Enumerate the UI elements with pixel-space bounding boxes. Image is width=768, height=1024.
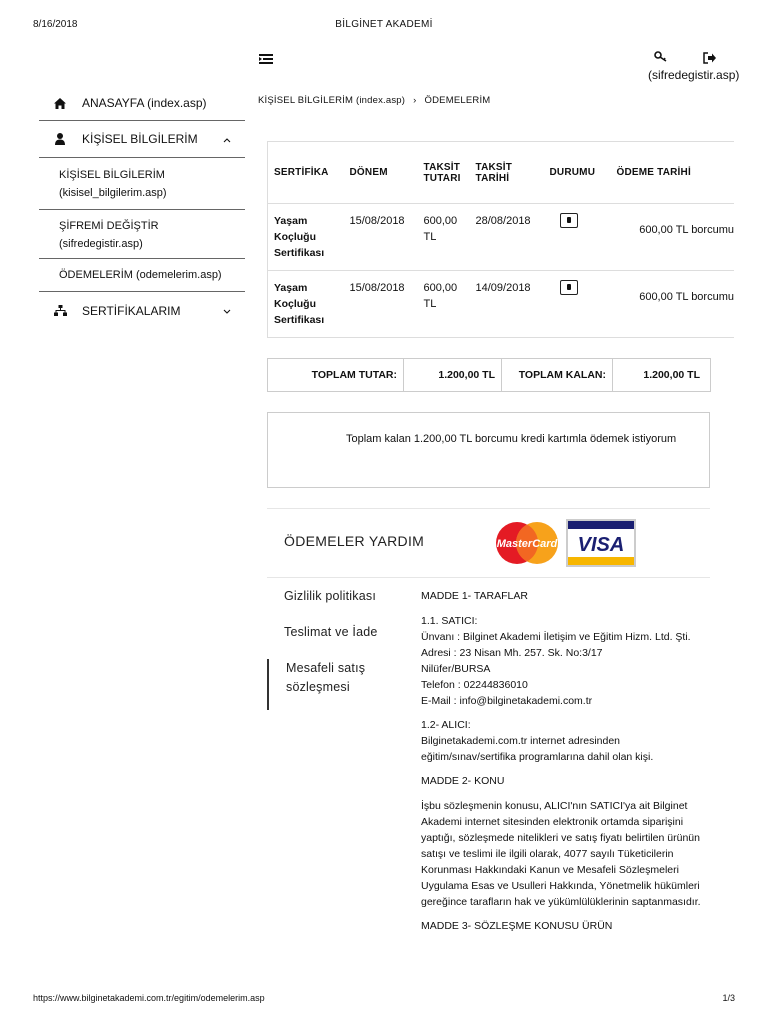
cert-line: Sertifikası <box>274 247 325 259</box>
tab-distance-contract[interactable] <box>267 659 387 710</box>
mastercard-logo <box>491 519 563 567</box>
pay-with-card-box <box>267 412 710 488</box>
amount-line: 600,00 <box>423 282 458 294</box>
amount-line: TL <box>423 298 437 310</box>
cell-cert <box>268 271 344 338</box>
visa-text: VISA <box>577 534 625 556</box>
total-amount-value: 1.200,00 TL <box>404 359 502 391</box>
visa-logo <box>566 519 636 567</box>
cell-amount <box>418 271 470 338</box>
breadcrumb-parent-link[interactable]: KİŞİSEL BİLGİLERİM (index.asp) <box>258 95 406 106</box>
cert-line: Koçluğu <box>274 231 316 243</box>
contract-paragraph: Bilginetakademi.com.tr internet adresinden eğitim/sınav/sertifika programlarına dahil olan kişi. <box>421 735 654 763</box>
tab-privacy[interactable]: Gizlilik politikası <box>284 589 377 603</box>
breadcrumb-current: ÖDEMELERİM <box>424 95 491 106</box>
amount-line: TL <box>423 231 437 243</box>
cell-status <box>544 271 611 338</box>
payments-table <box>267 141 734 338</box>
sitemap-icon <box>53 305 67 316</box>
header-amount-line1: TAKSİT <box>423 161 461 173</box>
divider <box>267 577 710 578</box>
header-amount <box>418 142 470 204</box>
sidebar-sub-change-password[interactable] <box>39 210 245 259</box>
logout-icon[interactable] <box>703 52 716 64</box>
menu-toggle-icon[interactable] <box>259 53 273 65</box>
cert-line: Yaşam <box>274 215 308 227</box>
contract-line: 1.2- ALICI: <box>421 719 471 731</box>
user-icon <box>53 133 67 145</box>
sidebar-sub-personal-info[interactable] <box>39 158 245 210</box>
header-due-date <box>470 142 544 204</box>
cell-due-date: 14/09/2018 <box>470 271 544 338</box>
divider <box>267 508 710 509</box>
breadcrumb <box>258 95 490 106</box>
sidebar-sub-label: ŞİFREMİ DEĞİŞTİR <box>59 220 159 232</box>
totals-bar <box>267 358 711 392</box>
cell-cert <box>268 204 344 271</box>
print-title: BİLGİNET AKADEMİ <box>335 19 433 30</box>
sidebar-item-label: SERTİFİKALARIM <box>82 303 181 318</box>
total-remaining-value: 1.200,00 TL <box>643 369 700 381</box>
cert-line: Yaşam <box>274 282 308 294</box>
chevron-up-icon <box>223 136 231 144</box>
header-status: DURUMU <box>544 142 611 204</box>
mastercard-text: MasterCard <box>496 538 558 550</box>
contract-text <box>421 588 713 942</box>
cert-line: Koçluğu <box>274 298 316 310</box>
cell-period: 15/08/2018 <box>344 271 418 338</box>
key-icon[interactable] <box>654 51 668 63</box>
sidebar-item-personal[interactable] <box>39 121 245 158</box>
cert-line: Sertifikası <box>274 314 325 326</box>
cell-debt: 600,00 TL borcumu <box>611 204 735 271</box>
header-pay-date: ÖDEME TARİHİ <box>611 142 735 204</box>
contract-heading: MADDE 1- TARAFLAR <box>421 590 528 602</box>
sidebar-sub-link: (kisisel_bilgilerim.asp) <box>59 187 167 199</box>
tab-label-line: sözleşmesi <box>286 680 350 694</box>
sidebar-item-label: KİŞİSEL BİLGİLERİM <box>82 132 198 146</box>
breadcrumb-separator: › <box>413 95 417 106</box>
chevron-down-icon <box>223 308 231 316</box>
contract-line: Telefon : 02244836010 <box>421 679 528 691</box>
header-cert: SERTİFİKA <box>268 142 344 204</box>
thumbs-down-icon[interactable] <box>560 280 578 295</box>
contract-line: Ünvanı : Bilginet Akademi İletişim ve Eğitim Hizm. Ltd. Şti. <box>421 631 691 643</box>
total-remaining-label: TOPLAM KALAN: <box>502 359 613 391</box>
cell-due-date: 28/08/2018 <box>470 204 544 271</box>
tab-delivery[interactable]: Teslimat ve İade <box>284 625 378 639</box>
cell-debt: 600,00 TL borcumu <box>611 271 735 338</box>
cell-status <box>544 204 611 271</box>
tab-label-line: Mesafeli satış <box>286 661 366 675</box>
sidebar-sub-payments[interactable] <box>39 259 245 292</box>
cell-period: 15/08/2018 <box>344 204 418 271</box>
print-url: https://www.bilginetakademi.com.tr/egitim/odemelerim.asp <box>33 993 265 1003</box>
contract-line: 1.1. SATICI: <box>421 615 478 627</box>
thumbs-down-icon[interactable] <box>560 213 578 228</box>
contract-heading: MADDE 3- SÖZLEŞME KONUSU ÜRÜN <box>421 920 613 932</box>
print-date: 8/16/2018 <box>33 19 78 30</box>
total-amount-label: TOPLAM TUTAR: <box>268 359 404 391</box>
pay-with-card-link[interactable]: Toplam kalan 1.200,00 TL borcumu kredi kartımla ödemek istiyorum <box>346 433 677 445</box>
table-row <box>268 204 735 271</box>
contract-line: E-Mail : info@bilginetakademi.com.tr <box>421 695 593 707</box>
sidebar-sub-label: ÖDEMELERİM (odemelerim.asp) <box>59 269 222 281</box>
contract-line: Adresi : 23 Nisan Mh. 257. Sk. No:3/17 <box>421 647 603 659</box>
table-header-row <box>268 142 735 204</box>
help-title: ÖDEMELER YARDIM <box>284 533 425 549</box>
table-row <box>268 271 735 338</box>
header-due-line2: TARİHİ <box>475 172 510 184</box>
home-icon <box>53 98 67 109</box>
sidebar-item-certificates[interactable] <box>39 292 245 329</box>
sidebar-sub-label: KİŞİSEL BİLGİLERİM <box>59 169 165 181</box>
header-due-line1: TAKSİT <box>475 161 513 173</box>
contract-line: Nilüfer/BURSA <box>421 663 491 675</box>
sidebar-sub-link: (sifredegistir.asp) <box>59 238 143 250</box>
sidebar-item-label: ANASAYFA (index.asp) <box>82 96 207 110</box>
header-amount-line2: TUTARI <box>423 172 461 184</box>
change-password-link[interactable]: (sifredegistir.asp) <box>648 68 740 82</box>
amount-line: 600,00 <box>423 215 458 227</box>
sidebar <box>39 86 245 329</box>
sidebar-item-home[interactable] <box>39 86 245 121</box>
cell-amount <box>418 204 470 271</box>
print-page-number: 1/3 <box>722 993 735 1003</box>
contract-heading: MADDE 2- KONU <box>421 775 505 787</box>
contract-paragraph: İşbu sözleşmenin konusu, ALICI'nın SATICI'ya ait Bilginet Akademi internet sitesinden elektronik ortamda siparişini yaptığı, sözleşmede nitelikleri ve satış fiyatı belirtilen ürünün satışı ve teslimi ile ilgili olarak, 4077 sayılı Tüketicilerin Korunması Hakkındaki Kanun ve Mesafeli Sözleşmeleri Uygulama Esas ve Usulleri Hakkında, Yönetmelik hükümleri gereğince tarafların hak ve yükümlülüklerinin saptanmasıdır. <box>421 800 701 908</box>
header-period: DÖNEM <box>344 142 418 204</box>
